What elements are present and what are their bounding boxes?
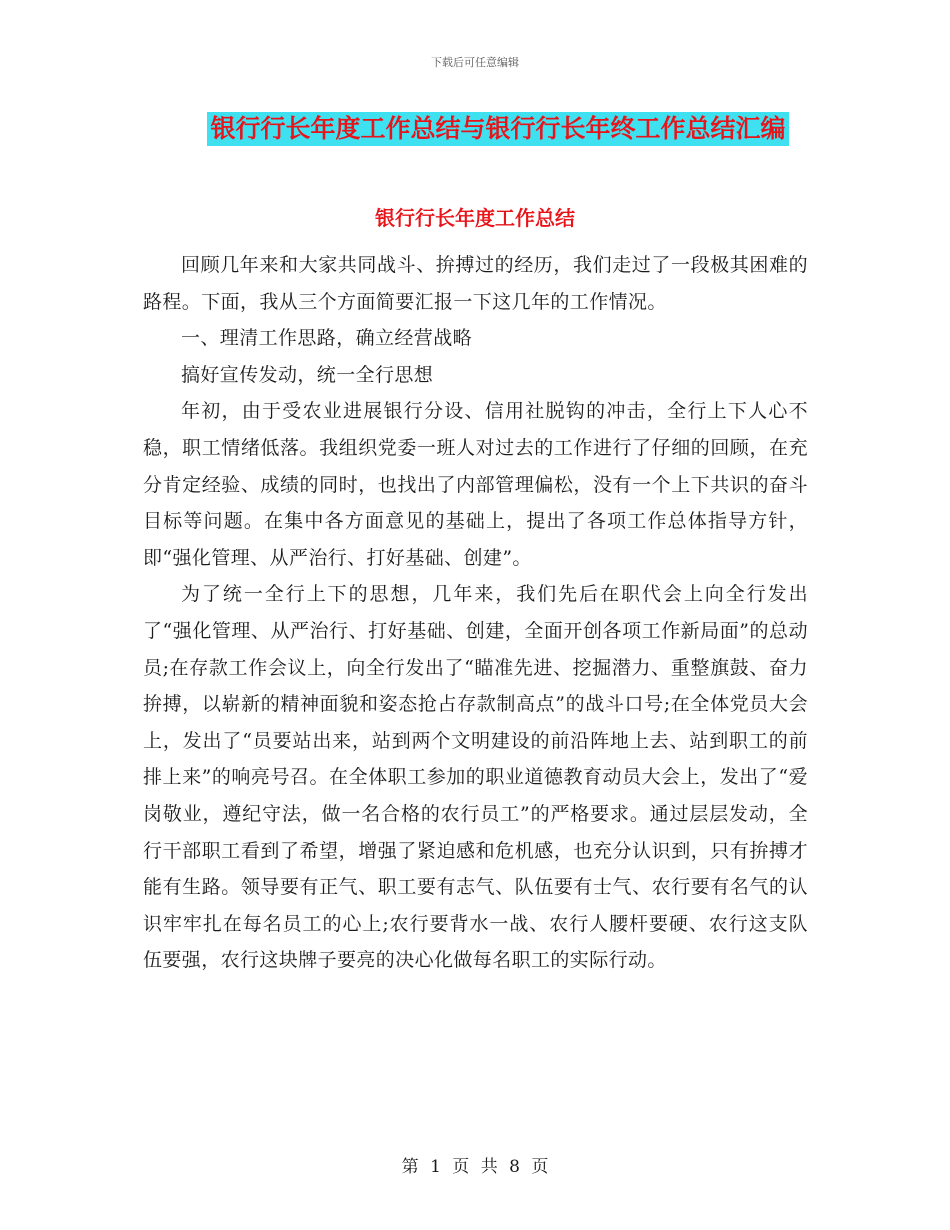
document-body: [143, 247, 808, 979]
header-note: 下载后可任意编辑: [431, 56, 519, 69]
document-title: [0, 112, 950, 146]
paragraph: 为了统一全行上下的思想，几年来，我们先后在职代会上向全行发出了“强化管理、从严治行、打好基础、创建，全面开创各项工作新局面”的总动员;在存款工作会议上，向全行发出了“瞄准先进、挖掘潜力、重整旗鼓、奋力拚搏，以崭新的精神面貌和姿态抢占存款制高点”的战斗口号;在全体党员大会上，发出了“员要站出来，站到两个文明建设的前沿阵地上去、站到职工的前排上来”的响亮号召。在全体职工参加的职业道德教育动员大会上，发出了“爱岗敬业，遵纪守法，做一名合格的农行员工”的严格要求。通过层层发动，全行干部职工看到了希望，增强了紧迫感和危机感，也充分认识到，只有拚搏才能有生路。领导要有正气、职工要有志气、队伍要有士气、农行要有名气的认识牢牢扎在每名员工的心上;农行要背水一战、农行人腰杆要硬、农行这支队伍要强，农行这块牌子要亮的决心化做每名职工的实际行动。: [143, 583, 808, 972]
section-title: 银行行长年度工作总结: [375, 206, 575, 230]
paragraph: 回顾几年来和大家共同战斗、拚搏过的经历，我们走过了一段极其困难的路程。下面，我从三个方面简要汇报一下这几年的工作情况。: [143, 254, 808, 313]
heading-level-1: 一、理清工作思路，确立经营战略: [181, 327, 473, 350]
document-title-text: 银行行长年度工作总结与银行行长年终工作总结汇编: [207, 112, 788, 146]
page-footer: 第 1 页 共 8 页: [401, 1157, 549, 1177]
subheading: 搞好宣传发动，统一全行思想: [181, 363, 434, 386]
paragraph: 年初，由于受农业进展银行分设、信用社脱钩的冲击，全行上下人心不稳，职工情绪低落。我组织党委一班人对过去的工作进行了仔细的回顾，在充分肯定经验、成绩的同时，也找出了内部管理偏松，没有一个上下共识的奋斗目标等问题。在集中各方面意见的基础上，提出了各项工作总体指导方针，即“强化管理、从严治行、打好基础、创建”。: [143, 400, 808, 569]
